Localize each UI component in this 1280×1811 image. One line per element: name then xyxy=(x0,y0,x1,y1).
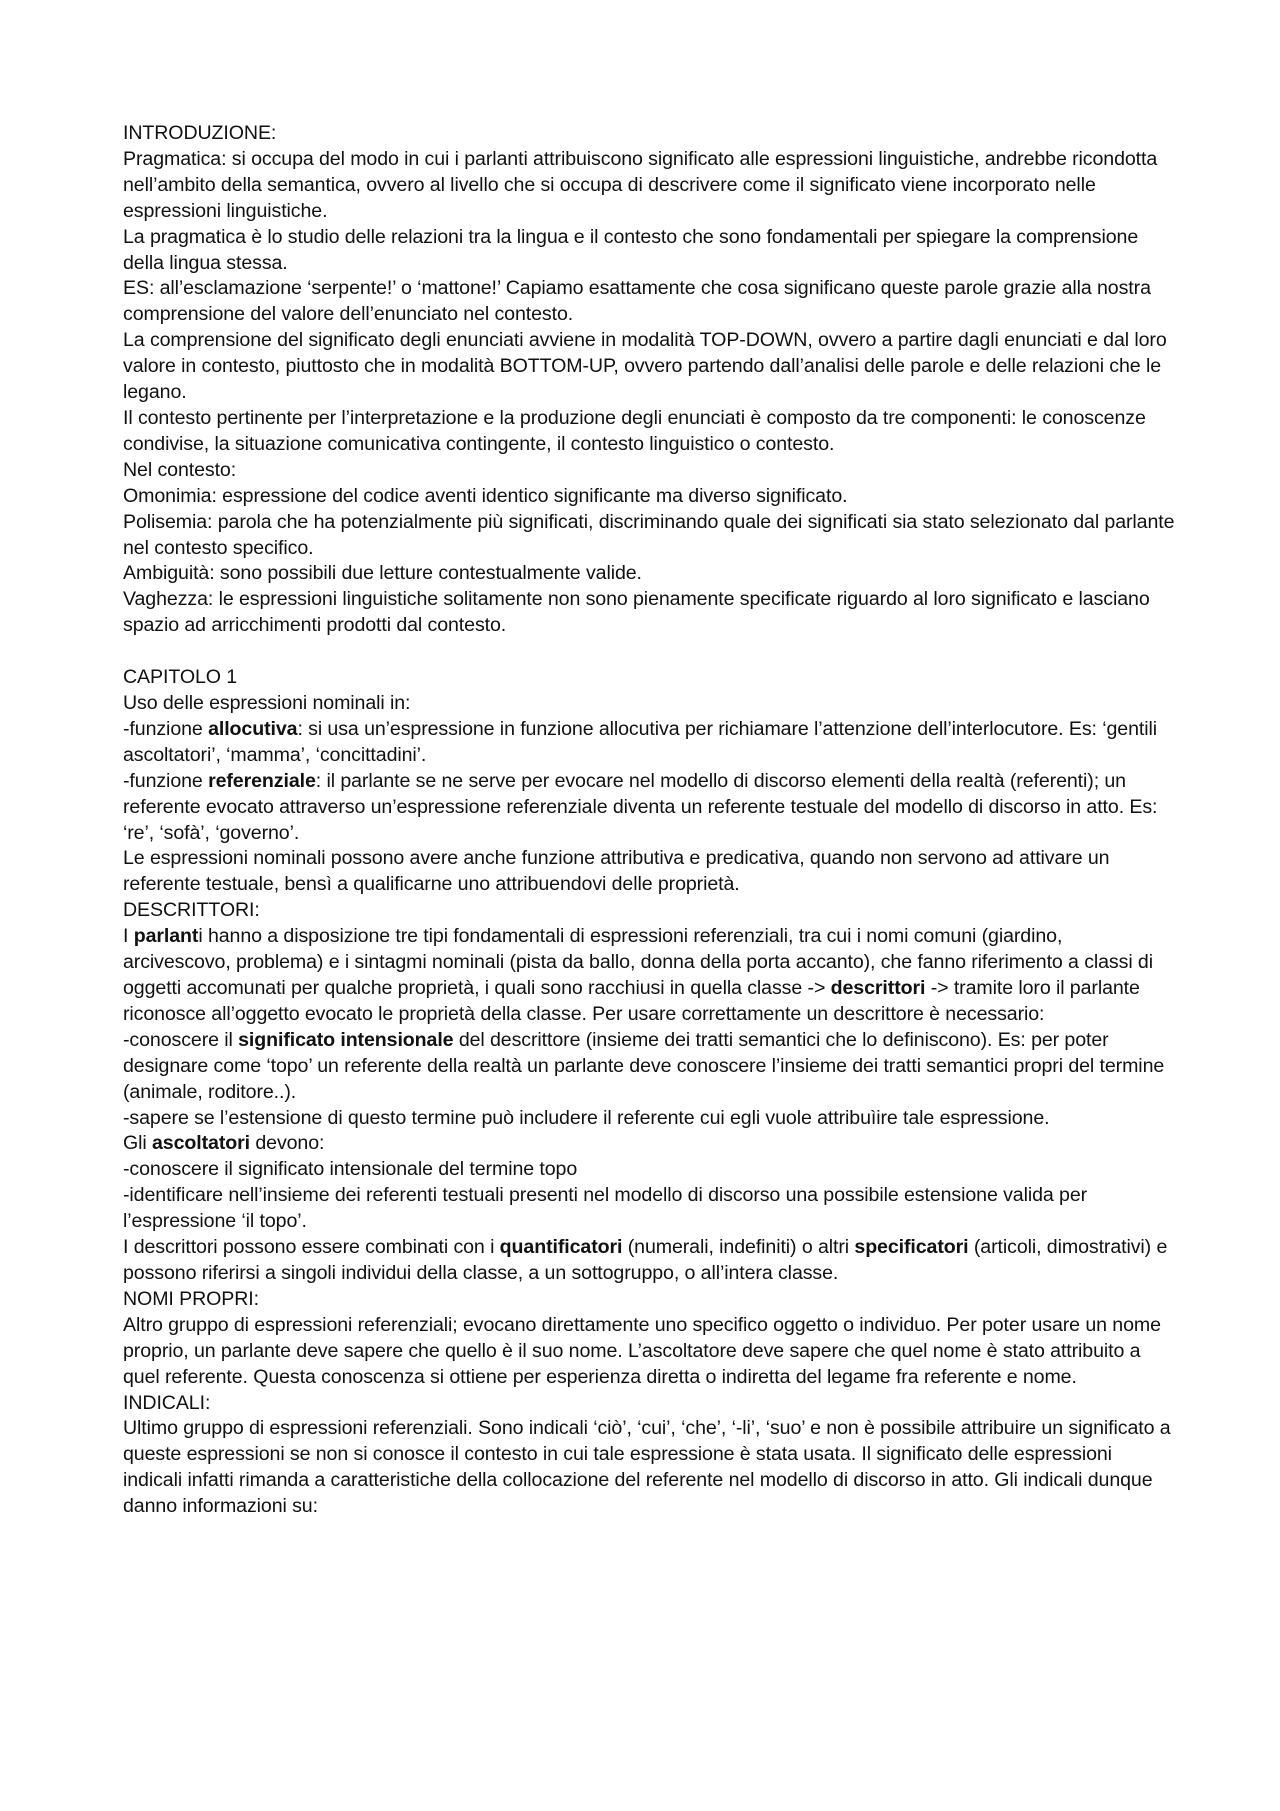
paragraph-funzione-referenziale: -funzione referenziale: il parlante se ne serve per evocare nel modello di discorso elementi della realtà (referenti); un referente evocato attraverso un’espressione referenziale diventa un referente testuale del modello di discorso in atto. Es: ‘re’, ‘sofà’, ‘governo’. xyxy=(123,769,1158,844)
term-significato-intensionale: significato intensionale xyxy=(238,1028,454,1051)
subheading-nomi-propri: NOMI PROPRI: xyxy=(123,1287,259,1310)
paragraph-funzione-attributiva: Le espressioni nominali possono avere anche funzione attributiva e predicativa, quando non servono ad attivare un referente testuale, bensì a qualificarne uno attribuendovi delle proprietà. xyxy=(123,847,1110,896)
section-heading-introduzione: INTRODUZIONE: xyxy=(123,122,277,144)
paragraph-ascoltatori: Gli ascoltatori devono: xyxy=(123,1132,325,1155)
paragraph-pragmatica-definizione: Pragmatica: si occupa del modo in cui i parlanti attribuiscono significato alle espressioni linguistiche, andrebbe ricondotta nell’ambito della semantica, ovvero al livello che si occupa di descrivere come il significato viene incorporato nelle espressioni linguistiche. xyxy=(123,147,1158,222)
subheading-descrittori: DESCRITTORI: xyxy=(123,899,260,922)
paragraph-ascoltatori-punto-1: -conoscere il significato intensionale del termine topo xyxy=(123,1158,578,1181)
section-heading-capitolo-1: CAPITOLO 1 xyxy=(123,666,238,689)
term-specificatori: specificatori xyxy=(854,1236,969,1259)
paragraph-top-down: La comprensione del significato degli enunciati avviene in modalità TOP-DOWN, ovvero a partire dagli enunciati e dal loro valore in contesto, piuttosto che in modalità BOTTOM-UP, ovvero partendo dall’analisi delle parole e delle relazioni che le legano. xyxy=(123,329,1167,404)
paragraph-nel-contesto: Nel contesto: xyxy=(123,458,237,481)
paragraph-nomi-propri: Altro gruppo di espressioni referenziali; evocano direttamente uno specifico oggetto o individuo. Per poter usare un nome proprio, un parlante deve sapere che quello è il suo nome. L’ascoltatore deve sapere che quel nome è stato attribuito a quel referente. Questa conoscenza si ottiene per esperienza diretta o indiretta del legame fra referente e nome. xyxy=(123,1313,1161,1388)
paragraph-quantificatori: I descrittori possono essere combinati con i quantificatori (numerali, indefiniti) o altri specificatori (articoli, dimostrativi) e possono riferirsi a singoli individui della classe, a un sottogruppo, o all’intera classe. xyxy=(123,1236,1168,1284)
term-referenziale: referenziale xyxy=(208,769,316,792)
paragraph-estensione: -sapere se l’estensione di questo termine può includere il referente cui egli vuole attribuìire tale espressione. xyxy=(123,1106,1050,1129)
document-page xyxy=(123,121,1175,1520)
paragraph-significato-intensionale: -conoscere il significato intensionale del descrittore (insieme dei tratti semantici che lo definiscono). Es: per poter designare come ‘topo’ un referente della realtà un parlante deve conoscere l’insieme dei tratti semantici propri del termine (animale, roditore..). xyxy=(123,1028,1165,1103)
paragraph-vaghezza: Vaghezza: le espressioni linguistiche solitamente non sono pienamente specificate riguardo al loro significato e lasciano spazio ad arricchimenti prodotti dal contesto. xyxy=(123,588,1150,637)
term-ascoltatori: ascoltatori xyxy=(152,1132,250,1155)
subheading-indicali: INDICALI: xyxy=(123,1391,211,1414)
paragraph-indicali: Ultimo gruppo di espressioni referenziali. Sono indicali ‘ciò’, ‘cui’, ‘che’, ‘-li’, ‘suo’ e non è possibile attribuire un significato a queste espressioni se non si conosce il contesto in cui tale espressione è stata usata. Il significato delle espressioni indicali infatti rimanda a caratteristiche della collocazione del referente nel modello di discorso in atto. Gli indicali dunque danno informazioni su: xyxy=(123,1417,1171,1518)
paragraph-esempio-esclamazione: ES: all’esclamazione ‘serpente!’ o ‘mattone!’ Capiamo esattamente che cosa significano queste parole grazie alla nostra comprensione del valore dell’enunciato nel contesto. xyxy=(123,277,1151,326)
paragraph-descrittori: I parlanti hanno a disposizione tre tipi fondamentali di espressioni referenziali, tra cui i nomi comuni (giardino, arcivescovo, problema) e i sintagmi nominali (pista da ballo, donna della porta accanto), che fanno riferimento a classi di oggetti accomunati per qualche proprietà, i quali sono racchiusi in quella classe -> descrittori -> tramite loro il parlante riconosce all’oggetto evocato le proprietà della classe. Per usare correttamente un descrittore è necessario: xyxy=(123,925,1153,1025)
paragraph-polisemia: Polisemia: parola che ha potenzialmente più significati, discriminando quale dei significati sia stato selezionato dal parlante nel contesto specifico. xyxy=(123,510,1175,559)
term-parlanti: parlant xyxy=(133,925,199,948)
paragraph-uso-espressioni: Uso delle espressioni nominali in: xyxy=(123,692,411,715)
term-descrittori: descrittori xyxy=(830,977,926,999)
paragraph-omonimia: Omonimia: espressione del codice aventi identico significante ma diverso significato. xyxy=(123,484,848,507)
term-quantificatori: quantificatori xyxy=(499,1236,623,1259)
paragraph-contesto-pertinente: Il contesto pertinente per l’interpretazione e la produzione degli enunciati è composto da tre componenti: le conoscenze condivise, la situazione comunicativa contingente, il contesto linguistico o contesto. xyxy=(123,406,1146,455)
paragraph-ambiguita: Ambiguità: sono possibili due letture contestualmente valide. xyxy=(123,562,642,585)
paragraph-pragmatica-studio: La pragmatica è lo studio delle relazioni tra la lingua e il contesto che sono fondamentali per spiegare la comprensione della lingua stessa. xyxy=(123,225,1139,274)
term-allocutiva: allocutiva xyxy=(208,717,298,740)
paragraph-ascoltatori-punto-2: -identificare nell’insieme dei referenti testuali presenti nel modello di discorso una possibile estensione valida per l’espressione ‘il topo’. xyxy=(123,1184,1088,1233)
section-spacer xyxy=(123,639,1175,665)
paragraph-funzione-allocutiva: -funzione allocutiva: si usa un’espressione in funzione allocutiva per richiamare l’attenzione dell’interlocutore. Es: ‘gentili ascoltatori’, ‘mamma’, ‘concittadini’. xyxy=(123,717,1157,766)
